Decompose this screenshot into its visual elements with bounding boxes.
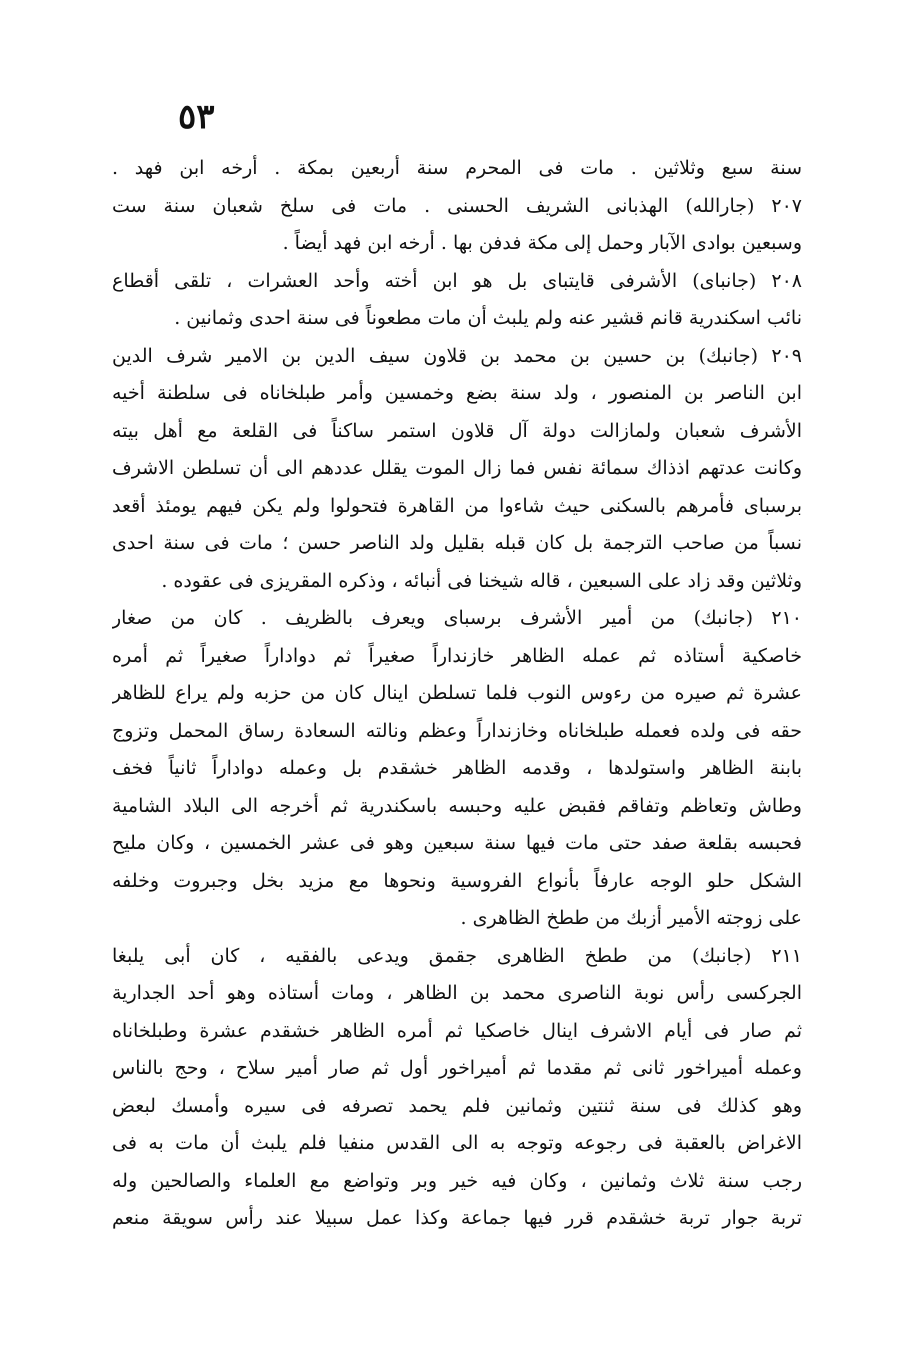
text-line: سنة سبع وثلاثين . مات فى المحرم سنة أربعين بمكة . أرخه ابن فهد . [112, 157, 802, 179]
text-line: ٢٠٩ (جانبك) بن حسين بن محمد بن قلاون سيف الدين بن الامير شرف الدين [112, 344, 802, 367]
text-line: وثلاثين وقد زاد على السبعين ، قاله شيخنا فى أنبائه ، وذكره المقريزى فى عقوده . [161, 569, 802, 592]
text-line: عشرة ثم صيره من رءوس النوب فلما تسلطن اينال كان من حزبه ولم يراع للظاهر [112, 682, 802, 704]
text-line: خاصكية أستاذه ثم عمله الظاهر خازنداراً صغيراً ثم دواداراً صغيراً ثم أمره [112, 644, 802, 667]
text-line: حقه فى ولده فعمله طبلخاناه وخازنداراً وعظم ونالته السعادة رساق المحمل وتزوج [112, 719, 802, 742]
text-line: على زوجته الأمير أزبك من ططخ الظاهرى . [460, 907, 802, 929]
text-line: الشكل حلو الوجه عارفاً بأنواع الفروسية ونحوها مع مزيد بخل وجبروت وخلفه [112, 869, 802, 892]
text-line: وسبعين بوادى الآبار وحمل إلى مكة فدفن بها . أرخه ابن فهد أيضاً . [282, 232, 802, 254]
text-line: نسباً من صاحب الترجمة بل كان قبله بقليل ولد الناصر حسن ؛ مات فى سنة احدى [112, 532, 802, 554]
text-line: وهو كذلك فى سنة ثنتين وثمانين فلم يحمد تصرفه فى سيره وأمسك لبعض [112, 1094, 802, 1117]
text-line: وكانت عدتهم اذذاك سمائة نفس فما زال الموت يقلل عددهم الى أن تسلطن الاشرف [112, 457, 802, 479]
text-line: ثم صار فى أيام الاشرف اينال خاصكيا ثم أمره الظاهر خشقدم عشرة وطبلخاناه [112, 1019, 802, 1042]
text-line: الاغراض بالعقبة فى رجوعه وتوجه به الى القدس منفيا فلم يلبث أن مات به فى [112, 1132, 802, 1154]
text-line: فحبسه بقلعة صفد حتى مات فيها سنة سبعين وهو فى عشر الخمسين ، وكان مليح [112, 832, 802, 854]
text-line: ٢١١ (جانبك) من ططخ الظاهرى جقمق ويدعى بالفقيه ، كان أبى يلبغا [112, 944, 802, 967]
text-line: تربة جوار تربة خشقدم قرر فيها جماعة وكذا عمل سبيلا عند رأس سويقة منعم [112, 1207, 802, 1229]
text-line: برسباى فأمرهم بالسكنى حيث شاءوا من القاهرة فتحولوا ولم يكن فيهم يومئذ أقعد [112, 494, 802, 517]
text-line: ابن الناصر بن المنصور ، ولد سنة بضع وخمسين وأمر طبلخاناه فى سلطنة أخيه [112, 382, 802, 404]
text-line: الجركسى رأس نوبة الناصرى محمد بن الظاهر ، ومات أستاذه وهو أحد الجدارية [112, 982, 802, 1004]
body-text [112, 150, 802, 1238]
text-line: نائب اسكندرية قانم قشير عنه ولم يلبث أن مات مطعوناً فى سنة احدى وثمانين . [174, 307, 802, 329]
text-line: وطاش وتعاظم وتفاقم فقبض عليه وحبسه باسكندرية ثم أخرجه الى البلاد الشامية [112, 794, 802, 817]
text-line: ٢٠٨ (جانباى) الأشرفى قايتباى بل هو ابن أخته وأحد العشرات ، تلقى أقطاع [112, 269, 802, 292]
text-line: الأشرف شعبان ولمازالت دولة آل قلاون استمر ساكناً فى القلعة مع أهل بيته [112, 419, 802, 442]
text-line: وعمله أميراخور ثانى ثم مقدما ثم أميراخور أول ثم صار أمير سلاح ، وحج بالناس [112, 1057, 802, 1079]
text-line: بابنة الظاهر واستولدها ، وقدمه الظاهر خشقدم بل وعمله دواداراً ثانياً فخف [112, 757, 802, 779]
text-line: ٢١٠ (جانبك) من أمير الأشرف برسباى ويعرف بالظريف . كان من صغار [112, 607, 802, 629]
text-line: رجب سنة ثلاث وثمانين ، وكان فيه خير وبر وتواضع مع العلماء والصالحين وله [112, 1169, 802, 1192]
page-number: ٥٣ [178, 97, 215, 137]
text-line: ٢٠٧ (جارالله) الهذبانى الشريف الحسنى . مات فى سلخ شعبان سنة ست [112, 194, 802, 217]
